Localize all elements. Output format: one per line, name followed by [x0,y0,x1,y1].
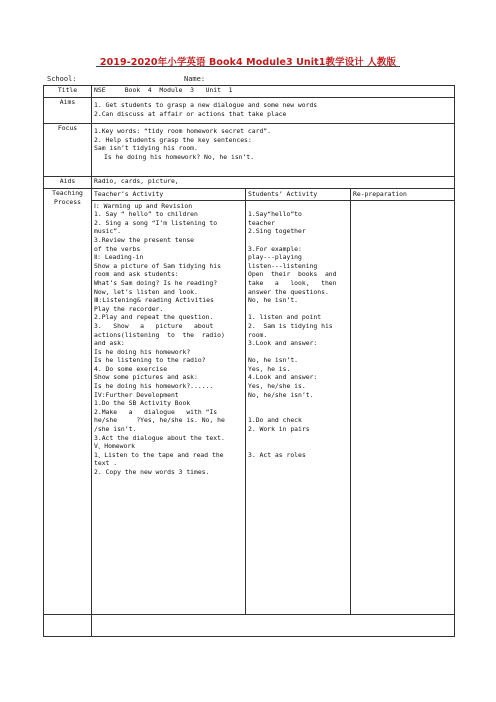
teacher-activity-line: 2. Copy the new words 3 times. [94,468,210,476]
aims-label: Aims [44,98,92,124]
prep-column [351,189,455,615]
lesson-plan-table [43,85,455,637]
teacher-activity-line: Ⅲ:Listening& reading Activities [94,296,214,305]
process-row [44,189,455,615]
student-activity-line [248,236,348,245]
students-column [246,189,351,615]
student-activity-line [248,408,348,417]
student-activity-line: Yes, he is. [248,364,291,373]
aids-label: Aids [44,177,92,189]
student-activity-line [248,468,348,477]
student-activity-line: Yes, he/she is. [248,382,306,391]
student-activity-line: No, he/she isn’t. [248,390,314,399]
student-activity-line: 3. Act as roles [248,450,306,459]
teacher-column [92,189,246,615]
student-activity-line: listen---listening [248,261,318,270]
teacher-activity-line: Is he doing his homework? [94,347,191,356]
aims-row [44,98,455,124]
teacher-activity-line: 2.Make a dialogue with “Is [94,407,218,416]
teacher-activity-line: V、Homework [94,442,136,451]
teacher-activity-line: 1、Listen to the tape and read the [94,450,224,459]
teacher-activity-line: 4. Do some exercise [94,364,168,373]
teacher-activity-line: 3.Act the dialogue about the text. [94,433,225,442]
aims-line: 2.Can discuss at affair or actions that take place [94,109,287,118]
title-row [44,86,455,98]
teacher-activity-line: 1.Do the SB Activity Book [94,399,191,408]
aims-content [92,98,455,124]
student-activity-line: 2.Sing together [248,227,306,236]
aims-line: 1. Get students to grasp a new dialogue and some new words [94,101,318,109]
empty-row [44,615,455,637]
student-activity-line: 3.Look and answer: [248,339,318,348]
teacher-activity-line: 3.Review the present tense [94,235,195,244]
aids-value: Radio, cards, picture, [92,177,455,189]
teacher-activity-line: Now, let’s listen and look. [94,287,198,296]
student-activity-line: answer the questions. [248,287,329,296]
teacher-activity-line: /she isn’t. [94,425,137,434]
student-activity-line [248,305,348,314]
student-activity-line [248,202,348,211]
teacher-activity-line: IV:Further Development [94,390,179,399]
teacher-activity-line: Play the recorder. [94,304,164,313]
student-activity-line: 4.Look and answer: [248,373,318,382]
student-activity-line: 1. listen and point [248,313,322,322]
school-label: School: [47,75,77,83]
student-activity-line: 1.Do and check [248,416,302,425]
focus-label: Focus [44,124,92,177]
student-activity-line [248,434,348,443]
student-activity-line: 1.Say“hello”to [248,210,302,219]
student-activity-line: Open their books and [248,270,337,279]
document-title: 2019-2020年小学英语 Book4 Module3 Unit1教学设计 人教版 [99,57,397,68]
student-activity-line: play---playing [248,253,302,262]
student-activity-line: take a look, then [248,278,337,287]
teacher-activity-line: What’s Sam doing? Is he reading? [94,278,218,287]
teacher-activity-line: Show some pictures and ask: [94,373,198,382]
students-activity-list [246,201,350,478]
teacher-activity-line: 3. Show a picture about [94,321,214,330]
student-activity-line: No, he isn’t. [248,356,299,365]
teacher-activity-line: 2. Sing a song “I’m listening to [94,218,218,227]
teacher-activity-line: Is he listening to the radio? [94,356,206,365]
students-activity-header: Students’ Activity [246,189,350,201]
student-activity-line: room. [248,330,268,339]
student-activity-line [248,399,348,408]
teacher-activity-line: actions(listening to the radio) [94,330,225,339]
title-label: Title [44,86,92,98]
student-activity-line [248,459,348,468]
teacher-activity-line: he/she ?Yes, he/she is. No, he [94,416,225,425]
focus-content [92,124,455,177]
process-label [44,189,92,615]
student-activity-line: teacher [248,218,275,227]
teacher-activity-line: Is he doing his homework?...... [94,382,214,391]
focus-row [44,124,455,177]
teacher-activity-line: and ask: [94,339,125,348]
process-label-line: Teaching [52,189,83,197]
title-value: NSE Book 4 Module 3 Unit 1 [92,86,455,98]
focus-line: 2. Help students grasp the key sentences: [94,135,252,144]
title-underline [96,66,400,67]
teacher-activity-line: room and ask students: [94,270,179,279]
teacher-activity-line: of the verbs [94,244,141,253]
empty-cell [92,615,455,637]
teacher-activity-header: Teacher’s Activity [92,189,245,201]
process-label-line: Process [54,197,81,206]
student-activity-line: No, he isn’t. [248,296,299,305]
teacher-activity-line: 1. Say “ hello” to children [94,210,198,219]
re-preparation-header: Re-preparation [351,189,454,201]
student-activity-line [248,442,348,451]
aids-row [44,177,455,189]
student-activity-line: 3.For example: [248,244,302,253]
student-activity-line: 2. Sam is tidying his [248,321,333,330]
teacher-activity-line: 2.Play and repeat the question. [94,313,214,322]
name-label: Name: [184,75,206,83]
student-activity-line [248,348,348,357]
teacher-activity-line: Ⅱ: Leading-in [94,253,144,262]
teacher-activity-line: Show a picture of Sam tidying his [94,261,221,270]
focus-line: Is he doing his homework? No, he isn’t. [104,152,255,161]
focus-line: Sam isn’t tidying his room. [94,144,198,153]
teacher-activity-line: music”. [94,227,121,236]
teacher-activity-line: text . [94,459,118,468]
teacher-activity-line: Ⅰ: Warming up and Revision [94,201,193,210]
empty-cell [44,615,92,637]
student-activity-line: 2. Work in pairs [248,425,310,434]
teacher-activity-list [92,201,245,478]
focus-line: 1.Key words: “tidy room homework secret card”. [94,127,271,135]
